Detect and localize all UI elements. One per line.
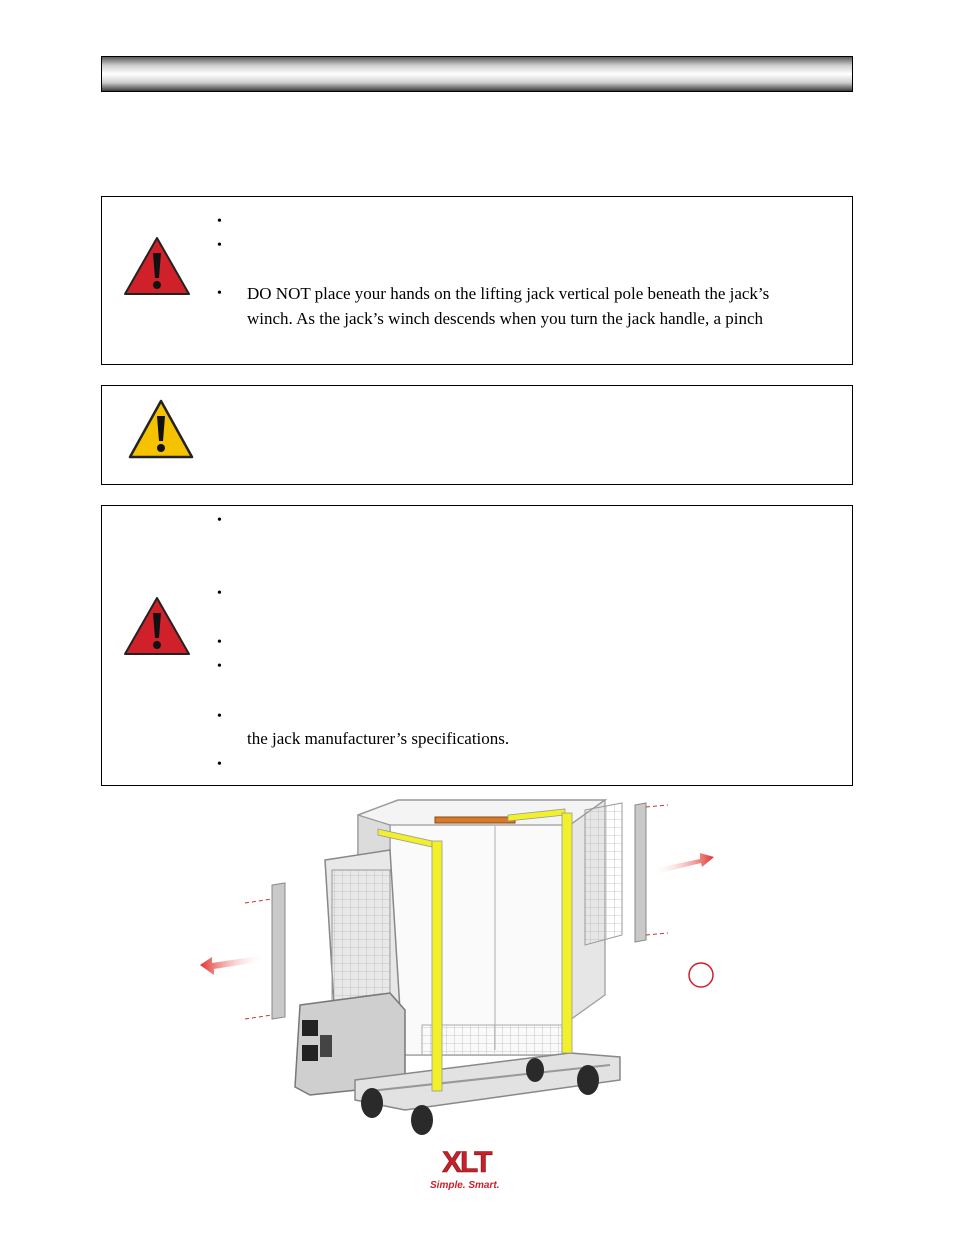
section-header-bar [101,56,853,92]
bullet-continuation-text: winch. As the jack’s winch descends when you turn the jack handle, a pinch [247,309,764,328]
left-side-panel-removed [245,883,285,1019]
danger-warning-icon [122,595,192,657]
removal-arrow-right [652,853,714,875]
danger-warning-box-2: • • • • • the jack manufacturer’s specifications. • [101,505,853,786]
callout-circle [689,963,713,987]
danger-warning-box-1: • • • DO NOT place your hands on the lifting jack vertical pole beneath the jack’s winch. As the jack’s winch descends when you turn the jack handle, a pinch [101,196,853,365]
caution-box [101,385,853,485]
oven-cart-panel-removal-illustration [190,795,730,1140]
removal-arrow-left [200,955,265,975]
xlt-logo [428,1142,528,1192]
caution-warning-icon [127,398,195,460]
logo-brand: XLT [442,1146,491,1179]
danger-warning-icon [122,235,192,297]
control-box [295,850,405,1095]
bullet-text: DO NOT place your hands on the lifting jack vertical pole beneath the jack’s [247,284,770,303]
bullet-continuation-text: the jack manufacturer’s specifications. [247,729,510,748]
xlt-logo-mark [428,1142,528,1192]
logo-tagline: Simple. Smart. [430,1180,500,1191]
